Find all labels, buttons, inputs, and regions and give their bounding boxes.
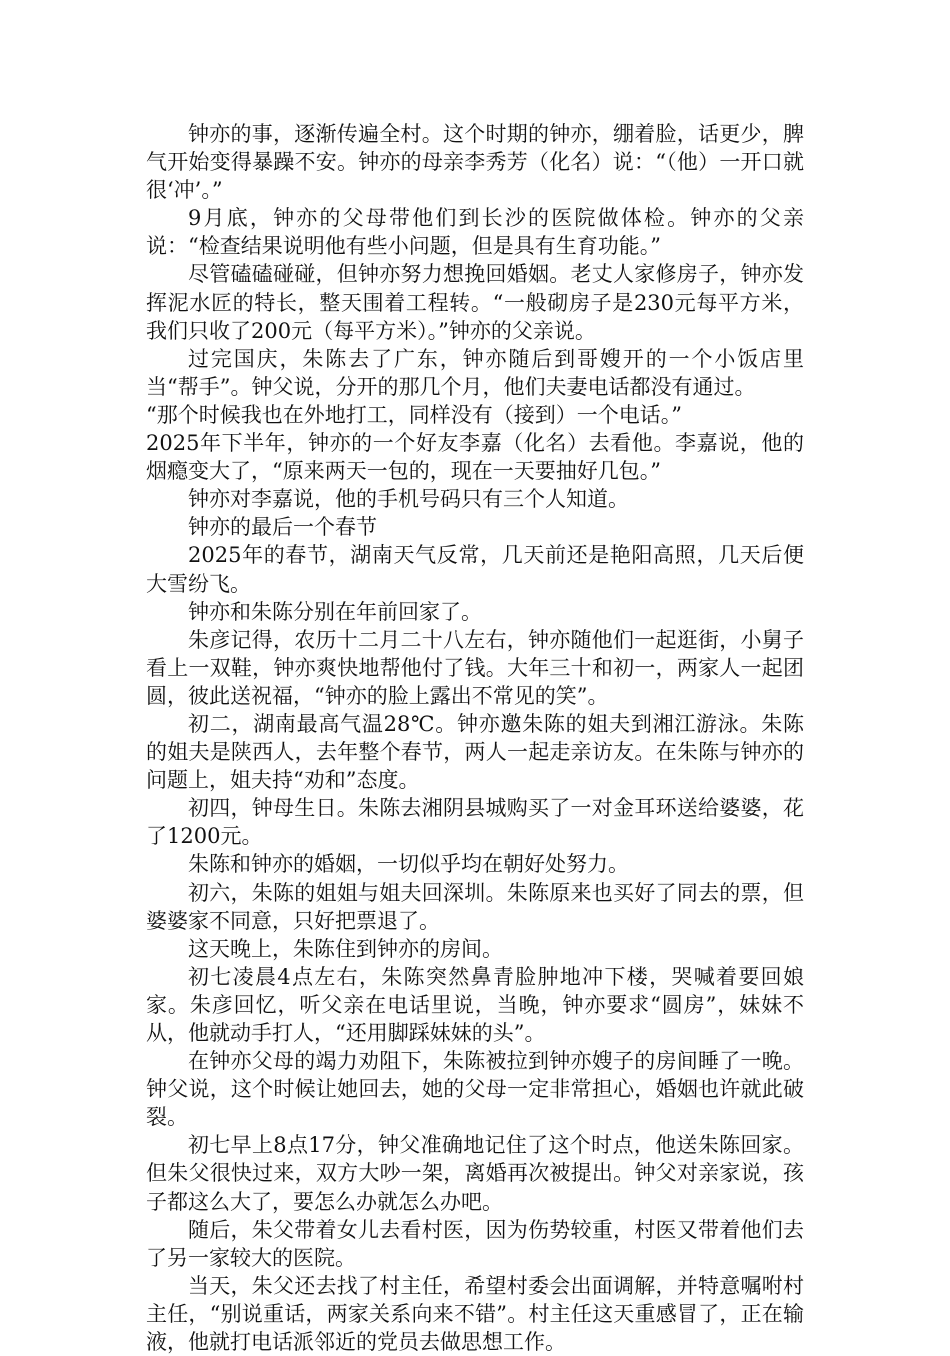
paragraph-seventh-day-early: 初七凌晨4点左右，朱陈突然鼻青脸肿地冲下楼，哭喊着要回娘家。朱彦回忆，听父亲在电话里说，当晚，钟亦要求“圆房”，妹妹不从，他就动手打人，“还用脚踩妹妹的头”。 — [146, 964, 804, 1045]
paragraph-after-national-day: 过完国庆，朱陈去了广东，钟亦随后到哥嫂开的一个小饭店里当“帮手”。钟父说，分开的那几个月，他们夫妻电话都没有通过。 — [146, 346, 804, 399]
paragraph-rumor-spreads: 钟亦的事，逐渐传遍全村。这个时期的钟亦，绷着脸，话更少，脾气开始变得暴躁不安。钟亦的母亲李秀芳（化名）说：“（他）一开口就很‘冲’。” — [146, 122, 804, 203]
paragraph-sixth-day-tickets: 初六，朱陈的姐姐与姐夫回深圳。朱陈原来也买好了同去的票，但婆婆家不同意，只好把票退了。 — [146, 880, 804, 933]
paragraph-that-night: 这天晚上，朱陈住到钟亦的房间。 — [188, 936, 503, 961]
paragraph-spring-weather: 2025年的春节，湖南天气反常，几天前还是艳阳高照，几天后便大雪纷飞。 — [146, 543, 804, 596]
paragraph-village-doctor: 随后，朱父带着女儿去看村医，因为伤势较重，村医又带着他们去了另一家较大的医院。 — [146, 1217, 804, 1270]
document-page — [146, 120, 804, 1356]
paragraph-second-day-swim: 初二，湖南最高气温28℃。钟亦邀朱陈的姐夫到湘江游泳。朱陈的姐夫是陕西人，去年整个春节，两人一起走亲访友。在朱陈与钟亦的问题上，姐夫持“劝和”态度。 — [146, 711, 804, 793]
paragraph-mother-birthday: 初四，钟母生日。朱陈去湘阴县城购买了一对金耳环送给婆婆，花了1200元。 — [146, 796, 804, 849]
paragraph-parents-dissuade: 在钟亦父母的竭力劝阻下，朱陈被拉到钟亦嫂子的房间睡了一晚。钟父说，这个时候让她回去，她的父母一定非常担心，婚姻也许就此破裂。 — [146, 1049, 804, 1130]
paragraph-medical-checkup: 9月底，钟亦的父母带他们到长沙的医院做体检。钟亦的父亲说：“检查结果说明他有些小问题，但是具有生育功能。” — [146, 206, 804, 259]
paragraph-friend-visit: 2025年下半年，钟亦的一个好友李嘉（化名）去看他。李嘉说，他的烟瘾变大了，“原来两天一包的，现在一天要抽好几包。” — [146, 431, 804, 484]
paragraph-return-home: 钟亦和朱陈分别在年前回家了。 — [188, 599, 482, 624]
paragraph-phone-number: 钟亦对李嘉说，他的手机号码只有三个人知道。 — [188, 487, 629, 512]
paragraph-saving-marriage: 尽管磕磕碰碰，但钟亦努力想挽回婚姻。老丈人家修房子，钟亦发挥泥水匠的特长，整天围着工程转。“一般砌房子是230元每平方米，我们只收了200元（每平方米）。”钟亦的父亲说。 — [146, 262, 804, 343]
paragraph-village-head: 当天，朱父还去找了村主任，希望村委会出面调解，并特意嘱咐村主任，“别说重话，两家关系向来不错”。村主任这天重感冒了，正在输液，他就打电话派邻近的党员去做思想工作。 — [146, 1273, 804, 1355]
paragraph-marriage-effort: 朱陈和钟亦的婚姻，一切似乎均在朝好处努力。 — [188, 852, 629, 877]
paragraph-shopping-reunion: 朱彦记得，农历十二月二十八左右，钟亦随他们一起逛街，小舅子看上一双鞋，钟亦爽快地帮他付了钱。大年三十和初一，两家人一起团圆，彼此送祝福，“钟亦的脸上露出不常见的笑”。 — [146, 627, 804, 708]
section-heading-last-spring-festival: 钟亦的最后一个春节 — [188, 515, 377, 540]
paragraph-seventh-day-morning: 初七早上8点17分，钟父准确地记住了这个时点，他送朱陈回家。但朱父很快过来，双方大吵一架，离婚再次被提出。钟父对亲家说，孩子都这么大了，要怎么办就怎么办吧。 — [146, 1133, 804, 1214]
paragraph-no-calls-quote: “那个时候我也在外地打工，同样没有（接到）一个电话。” — [146, 402, 682, 427]
